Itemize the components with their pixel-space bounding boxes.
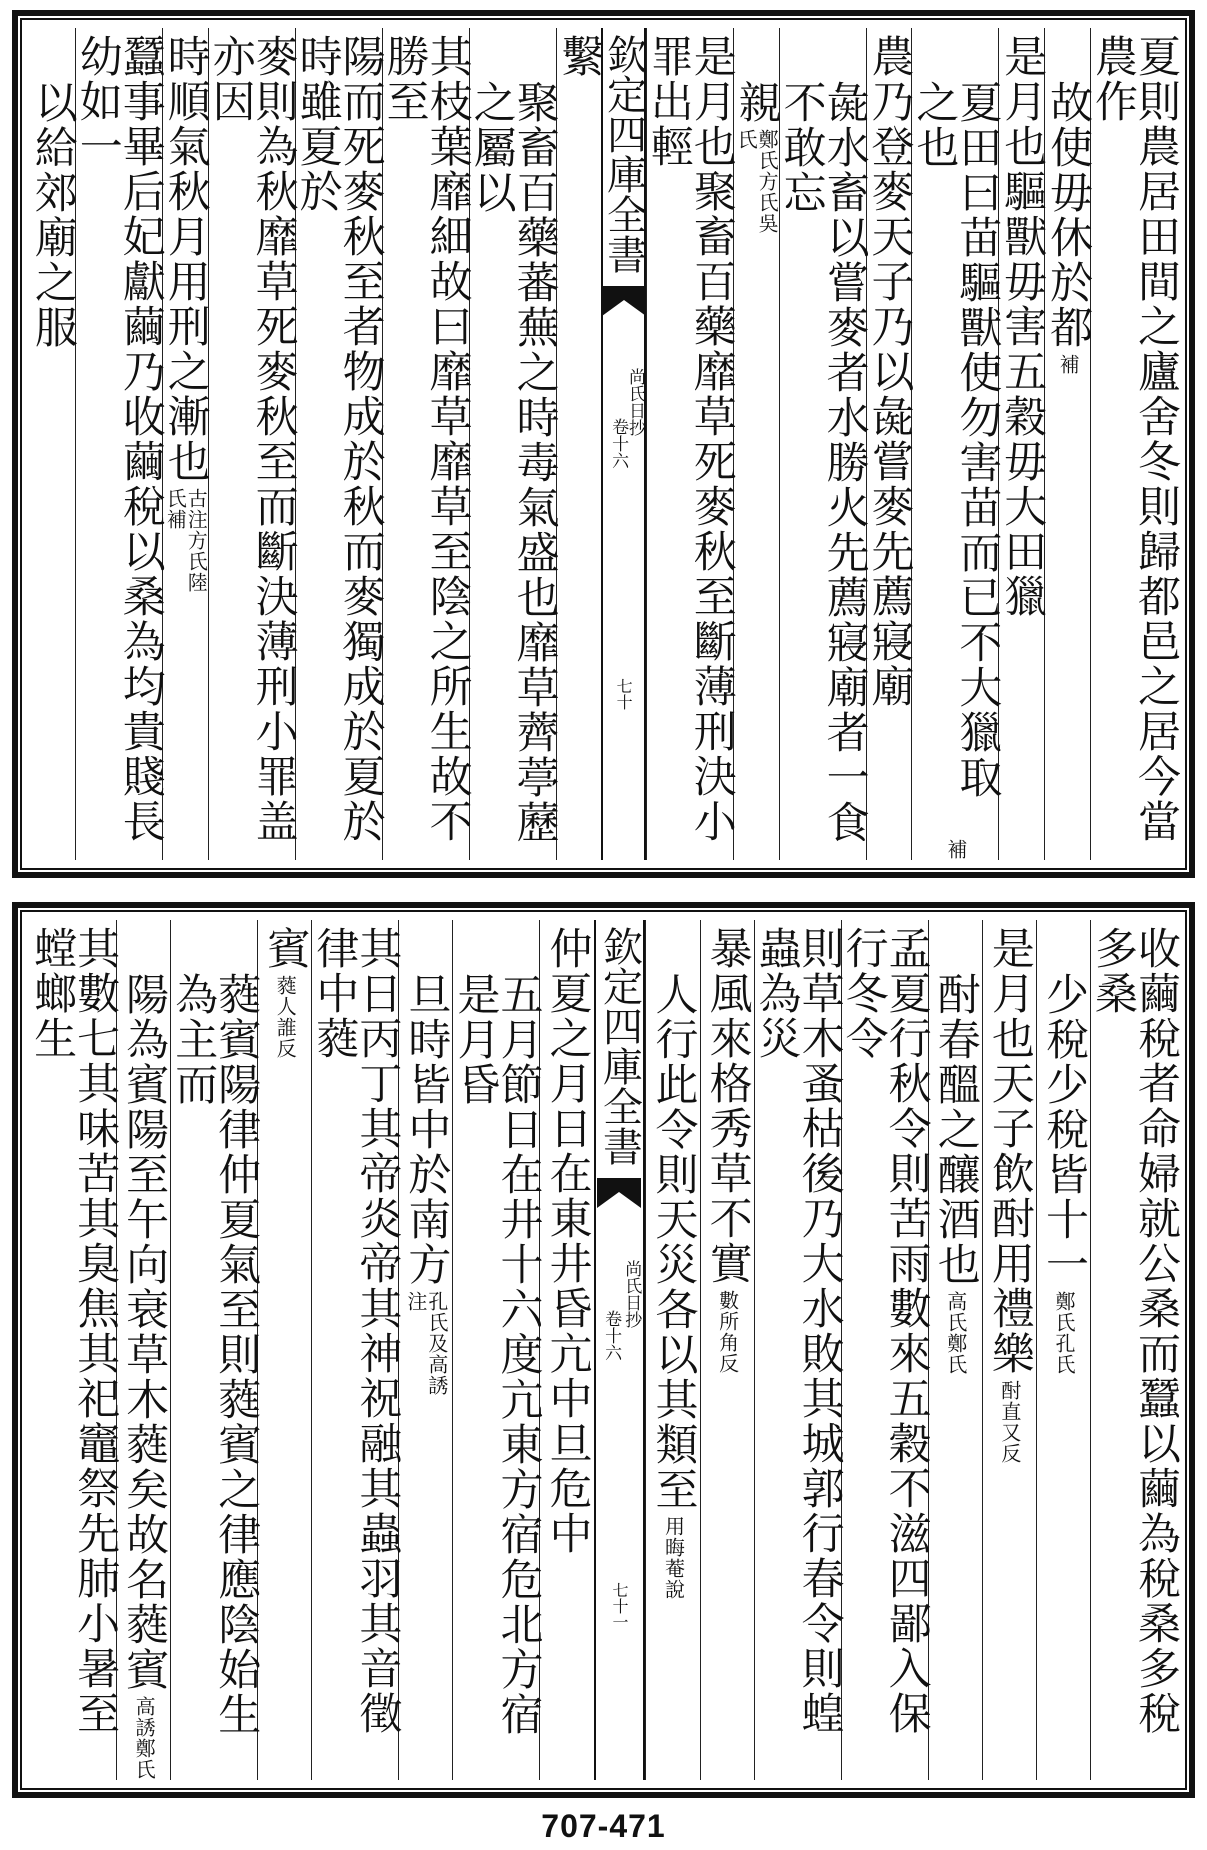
text-column xyxy=(27,920,121,1780)
annotation-note: 古注方氏陸氏補 xyxy=(163,488,209,593)
annotation-note: 鄭氏孔氏 xyxy=(1051,1291,1076,1375)
center-margin-column xyxy=(594,920,646,1780)
text-column xyxy=(776,28,870,860)
text-column xyxy=(731,28,782,860)
text-column xyxy=(257,920,311,1780)
folio-number: 七十 xyxy=(614,678,634,710)
center-margin-column xyxy=(601,28,645,860)
annotation-note: 酎直又反 xyxy=(997,1380,1022,1464)
main-text: 則草木蚤枯後乃大水敗其城郭行春令則蝗蟲為災 xyxy=(751,926,845,1736)
text-column xyxy=(1043,28,1094,860)
main-text: 麥則為秋靡草死麥秋至而斷決薄刑小罪盖亦因 xyxy=(205,34,299,844)
main-text: 賓 xyxy=(260,926,311,971)
text-column xyxy=(864,28,915,860)
volume-label: 卷十六 xyxy=(601,1310,622,1361)
annotation-note: 高誘鄭氏 xyxy=(132,1696,157,1780)
main-text: 夏田曰苗驅獸使勿害苗而已不大獵取之也 xyxy=(909,80,1003,800)
text-column xyxy=(160,28,211,860)
text-column xyxy=(309,920,403,1780)
volume-label: 卷十六 xyxy=(608,418,629,469)
book-title: 尚氏日抄 xyxy=(621,1260,642,1328)
main-text: 聚畜百藥蕃蕪之時毒氣盛也靡草薺葶藶之屬以 xyxy=(466,80,560,845)
main-text: 農乃登麥天子乃以彘嘗麥先薦寢廟 xyxy=(864,34,915,709)
main-text: 時順氣秋月用刑之漸也 xyxy=(160,34,211,484)
main-text: 親 xyxy=(731,80,782,125)
text-column xyxy=(1088,28,1181,860)
main-text: 孟夏行秋令則苦雨數來五穀不滋四鄙入保行冬令 xyxy=(838,926,932,1736)
text-column xyxy=(168,920,262,1780)
text-column xyxy=(27,28,78,860)
text-column xyxy=(379,28,473,860)
collection-title: 欽定四庫全書 xyxy=(600,34,647,274)
annotation-note: 孔氏及高誘注 xyxy=(403,1291,449,1396)
lower-page-columns xyxy=(27,920,1181,1780)
fish-tail-ornament-icon xyxy=(597,1178,641,1208)
main-text: 其日丙丁其帝炎帝其神祝融其蟲羽其音徵律中蕤 xyxy=(309,926,403,1736)
text-column xyxy=(982,920,1036,1780)
main-text: 其枝葉靡細故曰靡草靡草至陰之所生故不勝至 xyxy=(379,34,473,844)
text-column xyxy=(700,920,754,1780)
main-text: 酎春醞之釀酒也 xyxy=(930,972,981,1287)
main-text: 是月也聚畜百藥靡草死麥秋至斷薄刑決小罪出輕 xyxy=(643,34,737,844)
book-title: 尚氏日抄 xyxy=(625,368,646,436)
annotation-note: 補 xyxy=(943,839,968,860)
text-column xyxy=(997,28,1048,860)
text-column xyxy=(751,920,845,1780)
main-text: 五月節日在井十六度亢東方宿危北方宿是月昏 xyxy=(450,972,544,1737)
text-column xyxy=(909,28,1003,860)
main-text: 陽為賓陽至午向衰草木蕤矣故名蕤賓 xyxy=(119,972,170,1692)
text-column xyxy=(1088,920,1181,1780)
text-column xyxy=(928,920,982,1780)
annotation-note: 高氏鄭氏 xyxy=(943,1291,968,1375)
main-text: 少稅少稅皆十一 xyxy=(1038,972,1089,1287)
main-text: 旦時皆中於南方 xyxy=(401,972,452,1287)
text-column xyxy=(292,28,386,860)
main-text: 人行此令則天災各以其類至 xyxy=(648,972,699,1512)
main-text: 是月也天子飲酎用禮樂 xyxy=(984,926,1035,1376)
folio-number: 七十一 xyxy=(609,1582,629,1630)
text-column xyxy=(466,28,560,860)
annotation-note: 鄭氏方氏吳氏 xyxy=(734,129,780,234)
main-text: 收繭稅者命婦就公桑而蠶以繭為稅桑多稅多桑 xyxy=(1088,926,1181,1736)
main-text: 繫 xyxy=(554,34,605,79)
text-column xyxy=(1036,920,1090,1780)
page-number: 707-471 xyxy=(541,1808,666,1844)
text-column xyxy=(554,28,605,860)
main-text: 蠶事畢后妃獻繭乃收繭稅以桑為均貴賤長幼如一 xyxy=(72,34,166,844)
upper-page xyxy=(12,10,1195,878)
text-column xyxy=(645,920,699,1780)
fish-tail-ornament-icon xyxy=(602,286,646,316)
text-column xyxy=(643,28,737,860)
annotation-note: 蕤人誰反 xyxy=(273,975,298,1059)
text-column xyxy=(72,28,166,860)
text-column xyxy=(450,920,544,1780)
text-column xyxy=(205,28,299,860)
text-column xyxy=(539,920,593,1780)
main-text: 暴風來格秀草不實 xyxy=(702,926,753,1286)
annotation-note: 用晦菴說 xyxy=(661,1516,686,1600)
main-text: 以給郊廟之服 xyxy=(27,80,78,350)
main-text: 蕤賓陽律仲夏氣至則蕤賓之律應陰始生為主而 xyxy=(168,972,262,1737)
main-text: 陽而死麥秋至者物成於秋而麥獨成於夏於時雖夏於 xyxy=(292,34,386,844)
text-column xyxy=(838,920,932,1780)
main-text: 仲夏之月日在東井昏亢中旦危中 xyxy=(542,926,593,1556)
upper-page-columns xyxy=(27,28,1181,860)
collection-title: 欽定四庫全書 xyxy=(596,926,643,1166)
main-text: 是月也驅獸毋害五穀毋大田獵 xyxy=(997,34,1048,619)
annotation-note: 數所角反 xyxy=(715,1290,740,1374)
main-text: 其數七其味苦其臭焦其祀竈祭先肺小暑至螳螂生 xyxy=(27,926,121,1736)
lower-page xyxy=(12,902,1195,1798)
text-column xyxy=(116,920,170,1780)
main-text: 夏則農居田間之廬舍冬則歸都邑之居今當農作 xyxy=(1088,34,1181,844)
annotation-note: 補 xyxy=(1056,354,1081,375)
text-column xyxy=(398,920,452,1780)
main-text: 故使毋休於都 xyxy=(1043,80,1094,350)
main-text: 彘水畜以嘗麥者水勝火先薦寢廟者一食不敢忘 xyxy=(776,80,870,845)
